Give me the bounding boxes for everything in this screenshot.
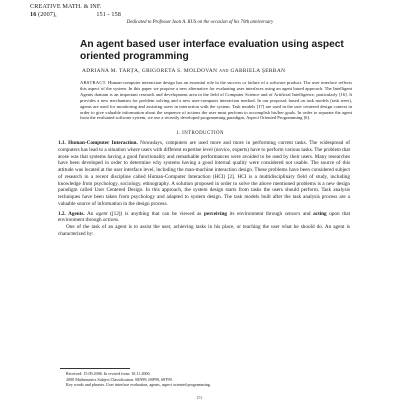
section-heading-introduction: 1. INTRODUCTION xyxy=(176,131,224,136)
agents-text-c: its environment through xyxy=(229,210,283,217)
paragraph-hci xyxy=(58,140,350,208)
body-text xyxy=(58,140,350,238)
agents-text-b: ([12]) is anything that can be viewed as xyxy=(110,210,202,217)
footnote-received: Received: 15.09.2006. In revised form: 10.11.2006 xyxy=(66,371,150,376)
subsection-label-hci: 1.1. Human-Computer Interaction. xyxy=(58,140,138,146)
agents-term: agent xyxy=(96,210,108,217)
agents-acting: acting xyxy=(313,210,327,217)
journal-issue xyxy=(30,11,121,19)
paper-authors: ADRIANA M. TARȚA, GRIGORETA S. MOLDOVAN and GABRIELA ȘERBAN xyxy=(82,68,286,74)
agents-text-d: and xyxy=(302,210,311,217)
agents-actions: actions. xyxy=(102,217,120,224)
journal-volume: 16 xyxy=(30,10,37,18)
footnotes xyxy=(60,371,350,388)
footnote-rule xyxy=(60,368,130,369)
abstract-label: ABSTRACT. xyxy=(80,80,107,85)
paragraph-agents xyxy=(58,211,350,225)
subsection-label-agents: 1.2. Agents. xyxy=(58,210,85,217)
journal-header xyxy=(30,3,121,18)
agents-text-a: An xyxy=(87,210,94,217)
journal-name: CREATIVE MATH. & INF. xyxy=(30,3,102,10)
journal-year: (2007), xyxy=(38,10,57,18)
page-number: 151 xyxy=(196,395,203,400)
footnote-msc: 2000 Mathematics Subject Classification. 68N99, 68P99, 68T99. xyxy=(66,376,173,382)
abstract xyxy=(80,80,352,121)
paragraph-agents-2: One of the task of an agent is to assist the user, achieving tasks in his place, or teaching the user what he should do. An agent is characterized by: xyxy=(58,224,350,237)
agents-text-e: upon that environment through xyxy=(58,210,351,224)
footnote-keywords: Key words and phrases. User interface evaluation, agents, aspect oriented programming. xyxy=(66,382,211,388)
paragraph-hci-text: Nowadays, computers are used more and more in performing current tasks. The widespread of computers has lead to a situation where users with different expertise level (novice, experts) have to perform various tasks. The problem that arose was that systems having a good functionality and remarkable performances were avoided to be used by their users. Many researches have been developed in order to determine why systems having a good internal quality were considered not usable. The source of this attitude was located at the user interface level, including the man-machine interaction design. These problems have been considered subject of research in a recent discipline called Human-Computer Interaction (HCI) [2]. HCI is a multidisciplinary field of study, including knowledge from psychology, sociology, ethnography. A solution proposed in order to solve the above mentioned problems is a new design paradigm called User Centered Design. In this approach, the system design starts from tasks the users should perform. Task analysis techniques have been taken from psychology and adapted to system design. The task models built after the task analysis process are a valuable source of information in the design process. xyxy=(58,140,350,207)
paper-title: An agent based user interface evaluation using aspect oriented programming xyxy=(80,39,344,62)
agents-sensors: sensors xyxy=(284,210,301,217)
abstract-text: Human-computer interaction design has an essential role in the success or failure of a software product. The user interface reflects this aspect of the system. In this paper we propose a new alternative for evaluating user interfaces using an agent based approach. The Intelligent Agents domain is an important research and development area in the field of Computer Science and of Artificial Intelligence, particularly [16]. It provides a new mechanism for problem solving and a new user-computer interaction method. In our proposal, based on task models (task trees), agents are used for monitoring and assisting users in interaction with the system. Task models [17] are used in the user centered design context in order to give valuable information about the sequence of actions the user must perform to accomplish his/her goals. In order to separate the agent from the evaluated software system, we use a recently developed programming paradigm, Aspect Oriented Programming [6]. xyxy=(80,80,352,121)
journal-pages: 151 - 158 xyxy=(96,10,121,18)
dedication: Dedicated to Professor Ioan A. RUS on the occasion of his 70th anniversary xyxy=(126,20,274,25)
agents-perceiving: perceiving xyxy=(204,210,227,217)
